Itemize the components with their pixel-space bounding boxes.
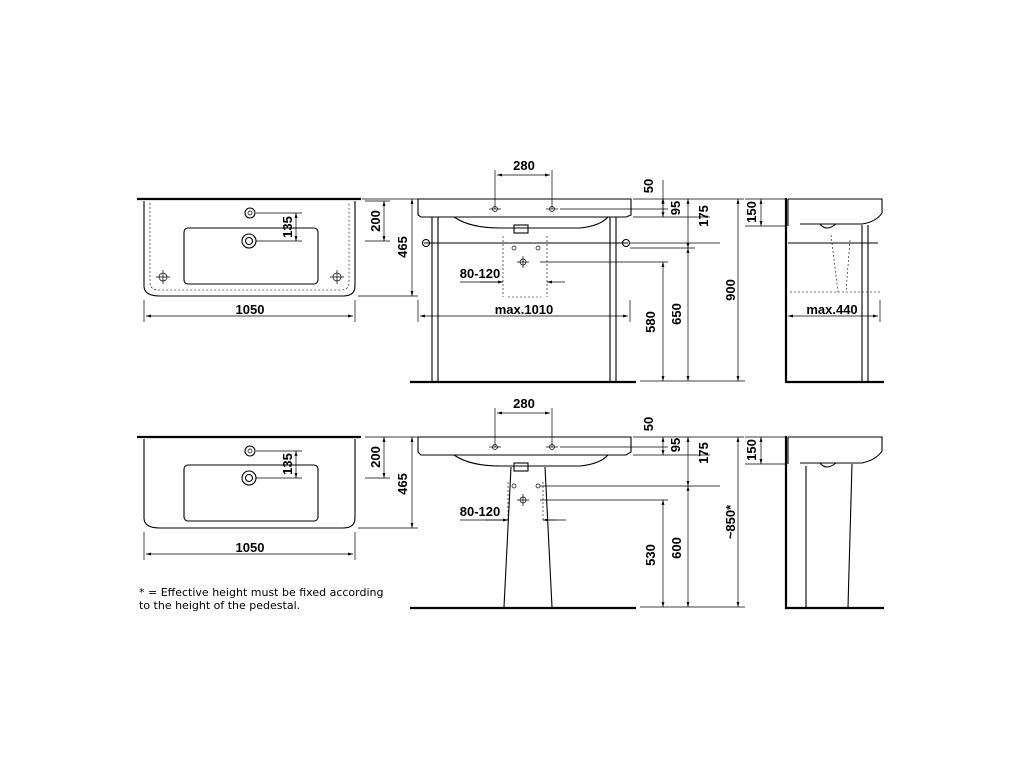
upper-total-height-label: 900 xyxy=(723,279,738,301)
upper-max-width-label: max.1010 xyxy=(494,302,554,317)
lower-tap-height-label: 95 xyxy=(668,437,683,453)
lower-plan-drain-label: 135 xyxy=(280,453,295,475)
lower-plan-tap-label: 200 xyxy=(368,446,383,468)
lower-siphon-label: 80-120 xyxy=(459,504,501,519)
upper-side-view xyxy=(745,198,884,382)
lower-plan-width-label: 1050 xyxy=(235,540,265,555)
upper-tap-height-label: 95 xyxy=(668,200,683,216)
upper-bowl-depth-label: 175 xyxy=(696,205,711,227)
upper-side-depth-label: max.440 xyxy=(806,302,858,317)
upper-top-offset-label: 50 xyxy=(641,178,656,194)
upper-plan-depth-label: 465 xyxy=(395,236,410,258)
lower-bowl-depth-label: 175 xyxy=(696,442,711,464)
footnote-line-2: to the height of the pedestal. xyxy=(139,599,301,612)
upper-plan-width-label: 1050 xyxy=(235,302,265,317)
footnote xyxy=(139,586,383,612)
footnote-line-1: * = Effective height must be fixed according xyxy=(139,586,384,599)
lower-trap-height-label: 530 xyxy=(643,544,658,566)
upper-rail-height-label: 580 xyxy=(643,311,658,333)
lower-side-view xyxy=(745,436,884,608)
lower-plan-depth-label: 465 xyxy=(395,473,410,495)
lower-waste-height-label: 600 xyxy=(669,537,684,559)
upper-siphon-label: 80-120 xyxy=(459,266,501,281)
upper-plan-tap-label: 200 xyxy=(368,210,383,232)
lower-side-rim-label: 150 xyxy=(744,439,759,461)
lower-total-height-label: ~850* xyxy=(723,504,738,540)
upper-plan-drain-label: 135 xyxy=(280,216,295,238)
lower-tap-spacing-label: 280 xyxy=(513,396,535,411)
upper-side-rim-label: 150 xyxy=(744,201,759,223)
upper-tap-spacing-label: 280 xyxy=(513,158,535,173)
upper-waste-height-label: 650 xyxy=(669,303,684,325)
lower-top-offset-label: 50 xyxy=(641,416,656,432)
